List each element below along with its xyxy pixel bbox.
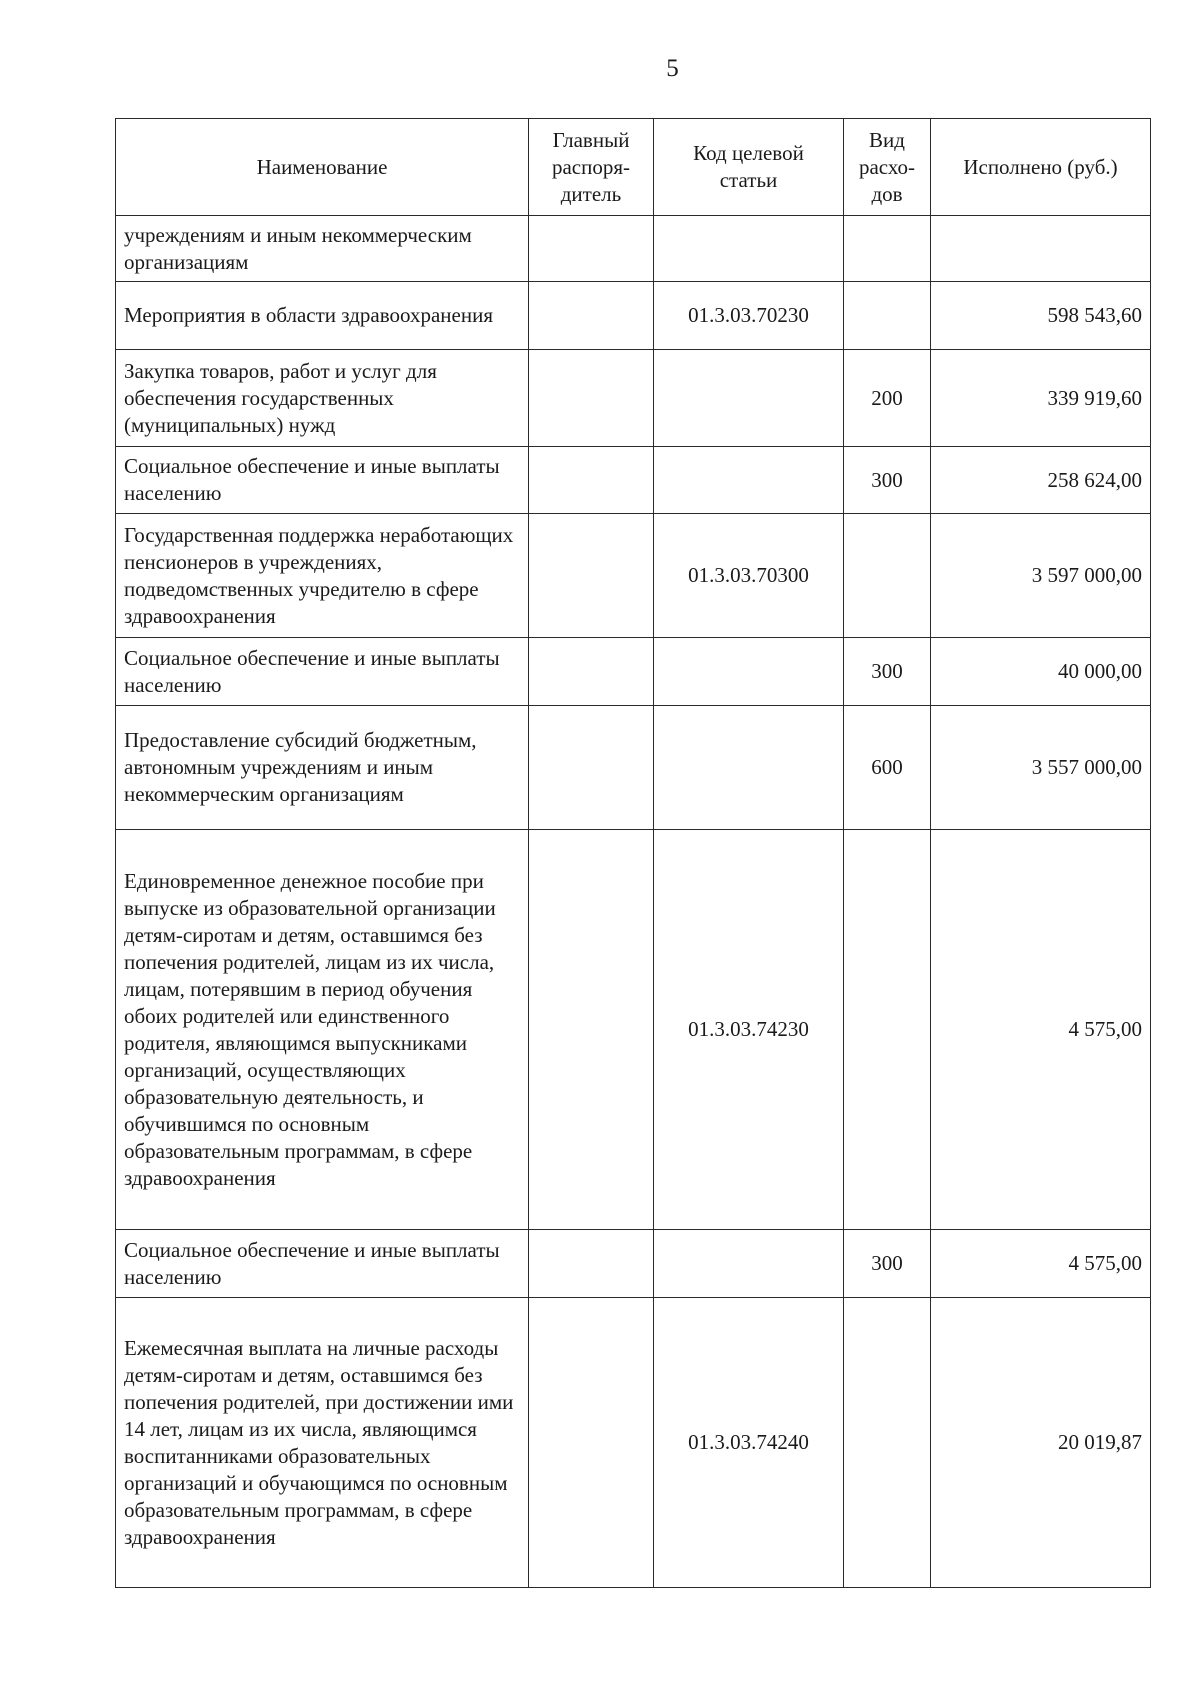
row-expense-type — [844, 1298, 931, 1588]
table-row — [116, 1298, 1151, 1588]
row-expense-type: 300 — [844, 638, 931, 706]
row-amount: 3 597 000,00 — [931, 514, 1151, 638]
row-amount: 3 557 000,00 — [931, 706, 1151, 830]
row-expense-type: 600 — [844, 706, 931, 830]
row-main-manager — [529, 638, 654, 706]
row-name: учреждениям и иным некоммерческим организациям — [116, 216, 529, 282]
table-row — [116, 706, 1151, 830]
row-expense-type — [844, 216, 931, 282]
row-name: Единовременное денежное пособие при выпуске из образовательной организации детям-сиротам и детям, оставшимся без попечения родителей, лицам из их числа, лицам, потерявшим в период обучения обоих родителей или единственного родителя, являющимся выпускниками организаций, осуществляющих образовательную деятельность, и обучившимся по основным образовательным программам, в сфере здравоохранения — [116, 830, 529, 1230]
table-row — [116, 830, 1151, 1230]
row-name: Социальное обеспечение и иные выплаты населению — [116, 447, 529, 514]
table-row — [116, 350, 1151, 447]
row-target-code — [654, 638, 844, 706]
row-name: Закупка товаров, работ и услуг для обеспечения государственных (муниципальных) нужд — [116, 350, 529, 447]
table-row — [116, 638, 1151, 706]
row-amount: 20 019,87 — [931, 1298, 1151, 1588]
row-main-manager — [529, 216, 654, 282]
row-expense-type: 200 — [844, 350, 931, 447]
row-name: Мероприятия в области здравоохранения — [116, 282, 529, 350]
row-amount: 258 624,00 — [931, 447, 1151, 514]
header-expense-type: Вид расхо-дов — [844, 119, 931, 216]
table-row — [116, 1230, 1151, 1298]
row-name: Предоставление субсидий бюджетным, автономным учреждениям и иным некоммерческим организациям — [116, 706, 529, 830]
row-target-code — [654, 706, 844, 830]
table-header-row — [116, 119, 1151, 216]
row-expense-type — [844, 514, 931, 638]
row-target-code: 01.3.03.70230 — [654, 282, 844, 350]
row-target-code — [654, 216, 844, 282]
row-target-code: 01.3.03.74230 — [654, 830, 844, 1230]
header-executed: Исполнено (руб.) — [931, 119, 1151, 216]
table-row — [116, 514, 1151, 638]
row-target-code — [654, 447, 844, 514]
header-main-manager: Главный распоря-дитель — [529, 119, 654, 216]
row-main-manager — [529, 830, 654, 1230]
table-row — [116, 447, 1151, 514]
table-row — [116, 216, 1151, 282]
header-name: Наименование — [116, 119, 529, 216]
row-target-code: 01.3.03.74240 — [654, 1298, 844, 1588]
row-main-manager — [529, 514, 654, 638]
row-amount: 40 000,00 — [931, 638, 1151, 706]
row-amount: 4 575,00 — [931, 1230, 1151, 1298]
row-target-code — [654, 350, 844, 447]
row-name: Государственная поддержка неработающих пенсионеров в учреждениях, подведомственных учредителю в сфере здравоохранения — [116, 514, 529, 638]
row-expense-type: 300 — [844, 447, 931, 514]
row-main-manager — [529, 282, 654, 350]
row-name: Социальное обеспечение и иные выплаты населению — [116, 1230, 529, 1298]
row-expense-type — [844, 830, 931, 1230]
page-number: 5 — [666, 55, 679, 82]
header-target-code: Код целевой статьи — [654, 119, 844, 216]
row-amount: 339 919,60 — [931, 350, 1151, 447]
row-main-manager — [529, 447, 654, 514]
row-expense-type — [844, 282, 931, 350]
row-main-manager — [529, 350, 654, 447]
row-amount — [931, 216, 1151, 282]
row-expense-type: 300 — [844, 1230, 931, 1298]
row-amount: 4 575,00 — [931, 830, 1151, 1230]
row-main-manager — [529, 706, 654, 830]
row-name: Социальное обеспечение и иные выплаты населению — [116, 638, 529, 706]
row-name: Ежемесячная выплата на личные расходы детям-сиротам и детям, оставшимся без попечения родителей, при достижении ими 14 лет, лицам из их числа, являющимся воспитанниками образовательных организаций и обучающимся по основным образовательным программам, в сфере здравоохранения — [116, 1298, 529, 1588]
row-target-code: 01.3.03.70300 — [654, 514, 844, 638]
row-amount: 598 543,60 — [931, 282, 1151, 350]
table-row — [116, 282, 1151, 350]
row-main-manager — [529, 1298, 654, 1588]
budget-table — [115, 118, 1151, 1588]
row-main-manager — [529, 1230, 654, 1298]
row-target-code — [654, 1230, 844, 1298]
